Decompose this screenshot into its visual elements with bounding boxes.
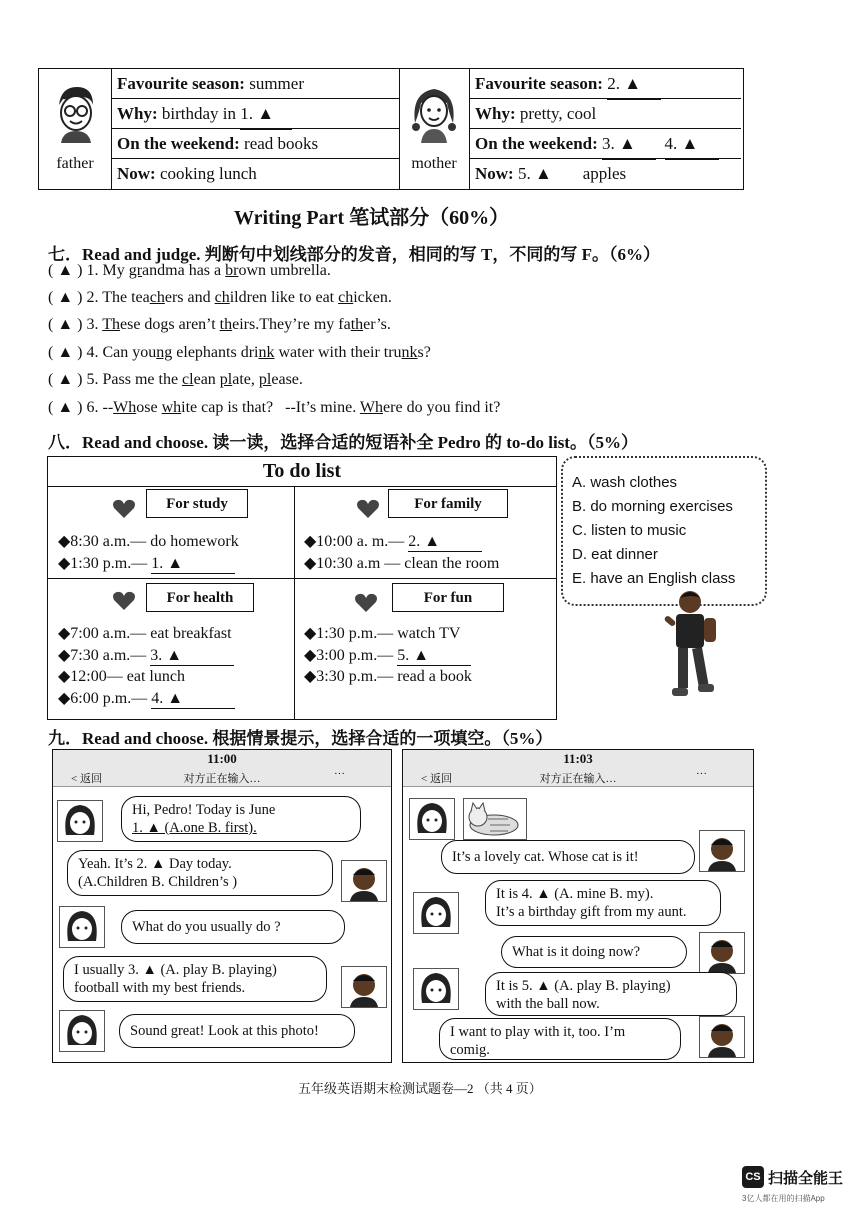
more-icon[interactable]: ··· [696, 768, 707, 780]
heart-icon [354, 593, 378, 613]
back-button[interactable]: < 返回 [421, 773, 452, 785]
father-caption: father [56, 155, 94, 172]
more-icon[interactable]: ··· [334, 768, 345, 780]
option-c[interactable]: C. listen to music [572, 522, 687, 539]
avatar-girl [413, 968, 459, 1010]
todo-blank-5[interactable]: 5. ▲ [397, 647, 471, 666]
avatar-boy [699, 1016, 745, 1058]
option-b[interactable]: B. do morning exercises [572, 498, 733, 515]
todo-blank-2[interactable]: 2. ▲ [408, 533, 482, 552]
heart-icon [112, 591, 136, 611]
s7-q3[interactable]: ( ▲ ) 3. These dogs aren’t theirs.They’re my father’s. [48, 316, 391, 333]
fun-item-1: ◆1:30 p.m.— watch TV [304, 625, 461, 642]
back-button[interactable]: < 返回 [71, 773, 102, 785]
option-e[interactable]: E. have an English class [572, 570, 736, 587]
fun-item-3: ◆3:30 p.m.— read a book [304, 668, 472, 685]
phone-bar-right: 11:03 < 返回 对方正在输入… ··· [403, 750, 753, 787]
s7-q2[interactable]: ( ▲ ) 2. The teachers and children like to eat chicken. [48, 289, 392, 306]
msg-right-1: It’s a lovely cat. Whose cat is it! [441, 840, 695, 874]
scanner-logo-icon: CS [742, 1166, 764, 1188]
health-item-3: ◆12:00— eat lunch [58, 668, 185, 685]
cat-photo[interactable] [463, 798, 527, 840]
answer-blank-3[interactable]: 3. ▲ [602, 129, 656, 160]
msg-left-4: I usually 3. ▲ (A. play B. playing) football with my best friends. [63, 956, 327, 1002]
tag-for-study: For study [146, 489, 248, 518]
todo-list [47, 456, 557, 720]
mother-caption: mother [411, 155, 457, 172]
section8-title: 八．Read and choose. 读一读，选择合适的短语补全 Pedro 的 to-do list。（5%） [48, 433, 638, 452]
msg-right-2: It is 4. ▲ (A. mine B. my). It’s a birthday gift from my aunt. [485, 880, 721, 926]
health-item-1: ◆7:00 a.m.— eat breakfast [58, 625, 232, 642]
father-row-why: Why: birthday in 1. ▲ [111, 99, 399, 129]
father-row-season: Favourite season: summer [111, 69, 399, 99]
heart-icon [356, 499, 380, 519]
chat-left [52, 749, 392, 1063]
options-bubble [561, 456, 767, 606]
answer-blank-1[interactable]: 1. ▲ [240, 99, 292, 130]
avatar-girl [57, 800, 103, 842]
tag-for-fun: For fun [392, 583, 504, 612]
s7-q4[interactable]: ( ▲ ) 4. Can young elephants drink water with their trunks? [48, 344, 431, 361]
msg-left-2: Yeah. It’s 2. ▲ Day today. (A.Children B. Children’s ) [67, 850, 333, 896]
avatar-girl [59, 906, 105, 948]
father-row-now: Now: cooking lunch [117, 164, 257, 183]
father-icon [51, 83, 99, 143]
msg-left-5: Sound great! Look at this photo! [119, 1014, 355, 1048]
avatar-girl [409, 798, 455, 840]
avatar-girl [59, 1010, 105, 1052]
page-footer: 五年级英语期末检测试题卷—2 （共 4 页） [298, 1081, 542, 1096]
mother-picture-cell [399, 69, 470, 189]
option-d[interactable]: D. eat dinner [572, 546, 658, 563]
msg-left-3: What do you usually do ? [121, 910, 345, 944]
answer-blank-5[interactable]: 5. ▲ [518, 159, 570, 190]
msg-right-3: What is it doing now? [501, 936, 687, 968]
msg-right-5: I want to play with it, too. I’m comig. [439, 1018, 681, 1060]
phone-bar-left: 11:00 < 返回 对方正在输入… ··· [53, 750, 391, 787]
scanner-brand: 扫描全能王 [768, 1170, 844, 1187]
todo-blank-4[interactable]: 4. ▲ [151, 690, 235, 709]
answer-blank-2[interactable]: 2. ▲ [607, 69, 661, 100]
mother-row-weekend: On the weekend: 3. ▲ 4. ▲ [469, 129, 741, 159]
pedro-figure-icon [660, 588, 720, 708]
section9-title: 九．Read and choose. 根据情景提示，选择合适的一项填空。（5%） [48, 729, 553, 748]
avatar-boy [699, 830, 745, 872]
section7-title: 七．Read and judge. 判断句中划线部分的发音，相同的写 T，不同的写 F。（6%） [48, 245, 661, 264]
tag-for-family: For family [388, 489, 508, 518]
fun-item-2: ◆3:00 p.m.— 5. ▲ [304, 645, 471, 666]
study-item-1: ◆8:30 a.m.— do homework [58, 533, 239, 550]
mother-row-now: Now: 5. ▲ apples [469, 159, 741, 189]
s7-q5[interactable]: ( ▲ ) 5. Pass me the clean plate, please. [48, 371, 303, 388]
tag-for-health: For health [146, 583, 254, 612]
mother-info [469, 69, 741, 189]
avatar-boy [341, 966, 387, 1008]
todo-blank-1[interactable]: 1. ▲ [151, 555, 235, 574]
s7-q6[interactable]: ( ▲ ) 6. --Whose white cap is that? --It’s mine. Where do you find it? [48, 399, 501, 416]
avatar-girl [413, 892, 459, 934]
avatar-boy [699, 932, 745, 974]
avatar-boy [341, 860, 387, 902]
mother-row-season: Favourite season: 2. ▲ [469, 69, 741, 99]
msg-left-1: Hi, Pedro! Today is June 1. ▲ (A.one B. first). [121, 796, 361, 842]
writing-part-title: Writing Part 笔试部分（60%） [234, 207, 510, 229]
answer-blank-4[interactable]: 4. ▲ [665, 129, 719, 160]
study-item-2: ◆1:30 p.m.— 1. ▲ [58, 553, 235, 574]
family-table [38, 68, 744, 190]
s7-q1[interactable]: ( ▲ ) 1. My grandma has a brown umbrella. [48, 262, 331, 279]
father-info [111, 69, 400, 189]
health-item-4: ◆6:00 p.m.— 4. ▲ [58, 688, 235, 709]
father-row-weekend: On the weekend: read books [111, 129, 399, 159]
mother-row-why: Why: pretty, cool [469, 99, 741, 129]
family-item-1: ◆10:00 a. m.— 2. ▲ [304, 531, 482, 552]
chat-right [402, 749, 754, 1063]
heart-icon [112, 499, 136, 519]
mother-icon [409, 83, 459, 143]
todo-title: To do list [48, 457, 556, 487]
option-a[interactable]: A. wash clothes [572, 474, 678, 491]
family-item-2: ◆10:30 a.m — clean the room [304, 555, 500, 572]
msg-right-4: It is 5. ▲ (A. play B. playing) with the ball now. [485, 972, 737, 1016]
scanner-tagline: 3亿人都在用的扫描App [742, 1194, 825, 1203]
health-item-2: ◆7:30 a.m.— 3. ▲ [58, 645, 234, 666]
father-picture-cell [39, 69, 112, 189]
todo-blank-3[interactable]: 3. ▲ [150, 647, 234, 666]
